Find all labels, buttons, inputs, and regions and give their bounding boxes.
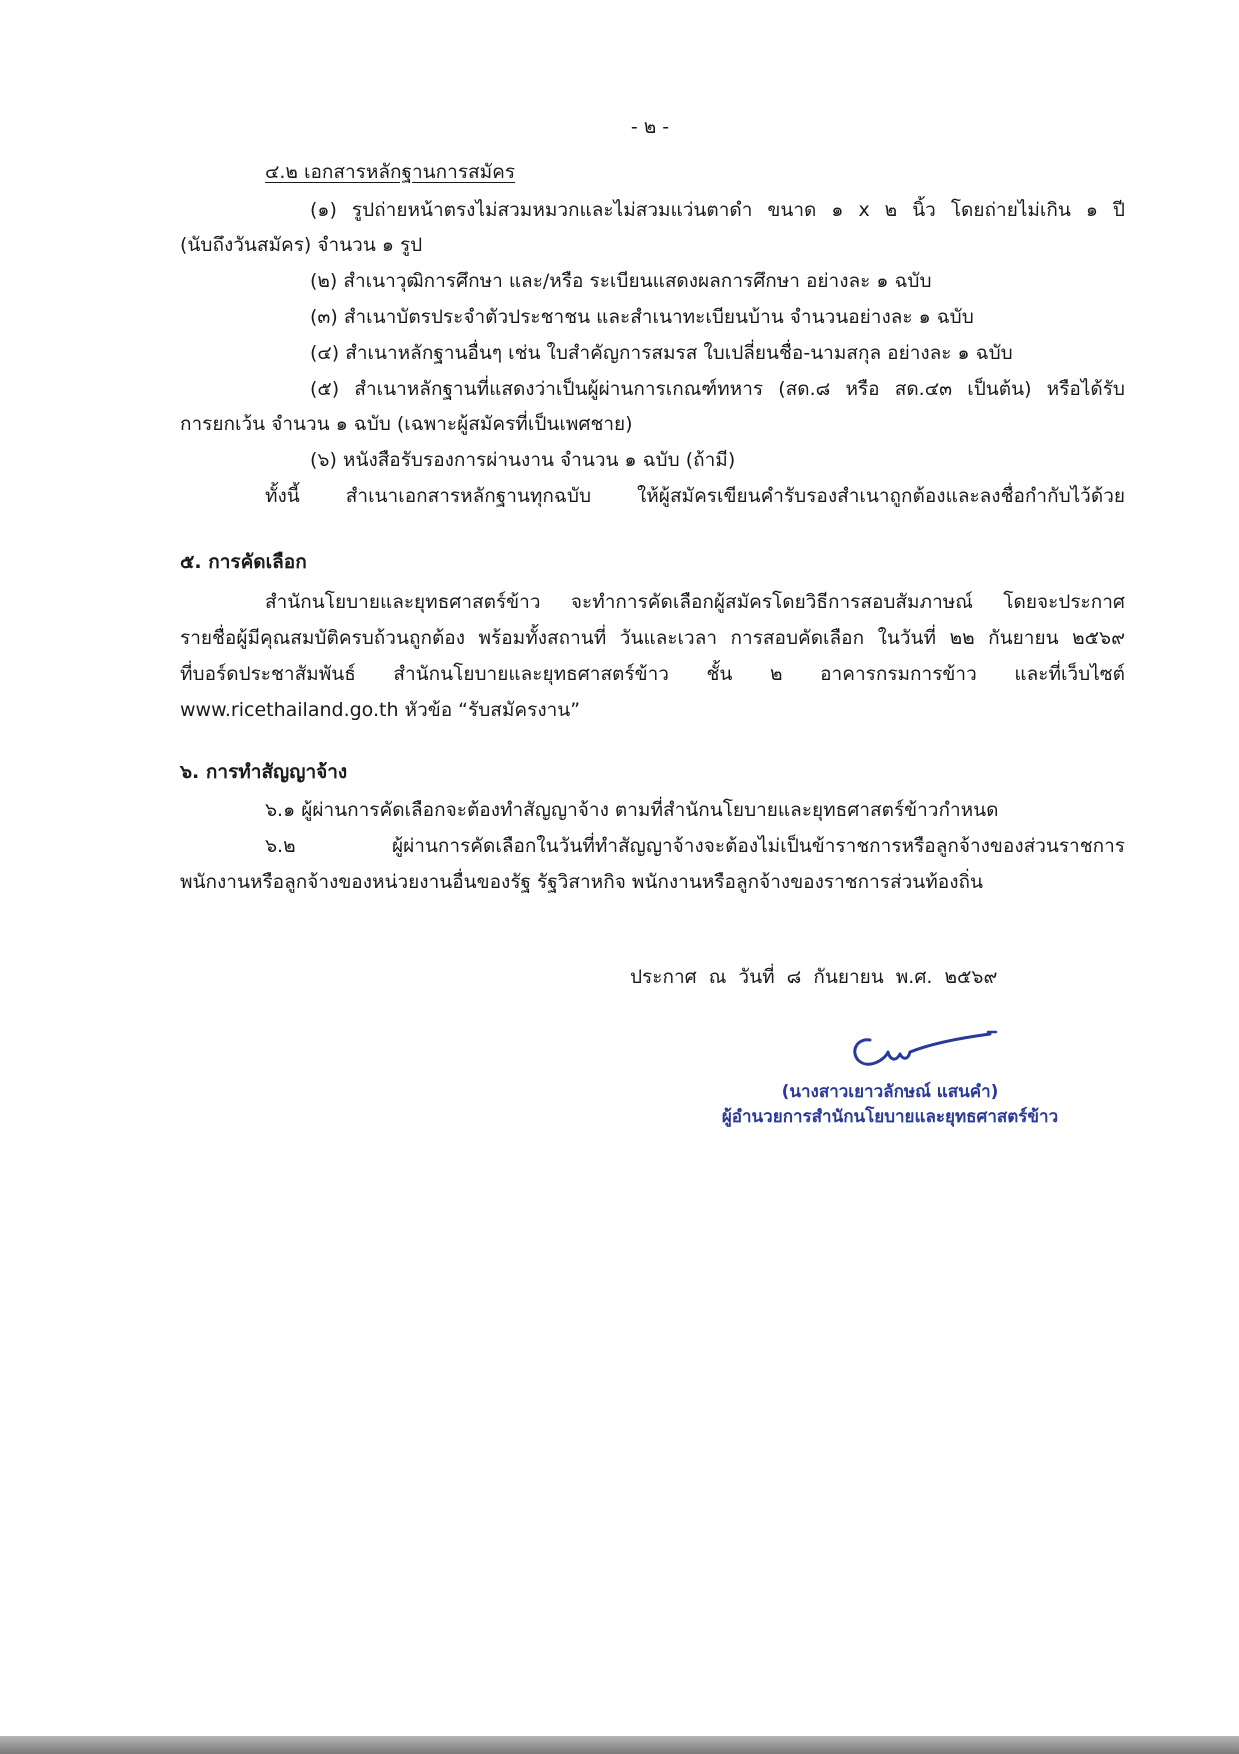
section-5-para-line-3: ที่บอร์ดประชาสัมพันธ์ สำนักนโยบายและยุทธศาสตร์ข้าว ชั้น ๒ อาคารกรมการข้าว และที่เว็บไซต์ — [180, 663, 1125, 685]
section-4-2-note: ทั้งนี้ สำเนาเอกสารหลักฐานทุกฉบับ ให้ผู้สมัครเขียนคำรับรองสำเนาถูกต้องและลงชื่อกำกับไว้ด้วย — [265, 485, 1125, 507]
signature-block — [720, 1080, 1060, 1129]
signatory-title: ผู้อำนวยการสำนักนโยบายและยุทธศาสตร์ข้าว — [721, 1106, 1059, 1127]
section-4-2-item-5-line-1: (๕) สำเนาหลักฐานที่แสดงว่าเป็นผู้ผ่านการเกณฑ์ทหาร (สด.๘ หรือ สด.๔๓ เป็นต้น) หรือได้รับ — [310, 378, 1125, 400]
section-4-2-heading: ๔.๒ เอกสารหลักฐานการสมัคร — [265, 161, 516, 183]
section-4-2-item-4: (๔) สำเนาหลักฐานอื่นๆ เช่น ใบสำคัญการสมรส ใบเปลี่ยนชื่อ-นามสกุล อย่างละ ๑ ฉบับ — [310, 342, 1013, 364]
section-6-item-2-line-1: ๖.๒ ผู้ผ่านการคัดเลือกในวันที่ทำสัญญาจ้างจะต้องไม่เป็นข้าราชการหรือลูกจ้างของส่วนราชการ — [265, 835, 1125, 857]
section-4-2-item-5-line-2: การยกเว้น จำนวน ๑ ฉบับ (เฉพาะผู้สมัครที่เป็นเพศชาย) — [180, 413, 633, 435]
signatory-name: (นางสาวเยาวลักษณ์ แสนคำ) — [781, 1082, 999, 1102]
section-5-para-line-1: สำนักนโยบายและยุทธศาสตร์ข้าว จะทำการคัดเลือกผู้สมัครโดยวิธีการสอบสัมภาษณ์ โดยจะประกาศ — [265, 591, 1125, 613]
section-6-item-2-line-2: พนักงานหรือลูกจ้างของหน่วยงานอื่นของรัฐ รัฐวิสาหกิจ พนักงานหรือลูกจ้างของราชการส่วนท้องถิ่น — [180, 871, 983, 893]
section-5-para-line-2: รายชื่อผู้มีคุณสมบัติครบถ้วนถูกต้อง พร้อมทั้งสถานที่ วันและเวลา การสอบคัดเลือก ในวันที่ ๒๒ กันยายน ๒๕๖๙ — [180, 627, 1125, 649]
section-4-2-item-2: (๒) สำเนาวุฒิการศึกษา และ/หรือ ระเบียนแสดงผลการศึกษา อย่างละ ๑ ฉบับ — [310, 270, 932, 292]
section-4-2-item-3: (๓) สำเนาบัตรประจำตัวประชาชน และสำเนาทะเบียนบ้าน จำนวนอย่างละ ๑ ฉบับ — [310, 306, 974, 328]
section-4-2-item-1-line-1: (๑) รูปถ่ายหน้าตรงไม่สวมหมวกและไม่สวมแว่นตาดำ ขนาด ๑ x ๒ นิ้ว โดยถ่ายไม่เกิน ๑ ปี — [310, 199, 1125, 221]
page-number: - ๒ - — [630, 116, 670, 138]
section-4-2-item-6: (๖) หนังสือรับรองการผ่านงาน จำนวน ๑ ฉบับ (ถ้ามี) — [310, 449, 736, 471]
section-5-heading: ๕. การคัดเลือก — [180, 551, 307, 573]
section-4-2-item-1-line-2: (นับถึงวันสมัคร) จำนวน ๑ รูป — [180, 234, 423, 256]
section-5-para-line-4 — [180, 698, 580, 723]
announcement-date: ประกาศ ณ วันที่ ๘ กันยายน พ.ศ. ๒๕๖๙ — [630, 966, 998, 988]
section-5-para-line-4-rest: หัวข้อ “รับสมัครงาน” — [398, 699, 581, 721]
section-6-item-1: ๖.๑ ผู้ผ่านการคัดเลือกจะต้องทำสัญญาจ้าง ตามที่สำนักนโยบายและยุทธศาสตร์ข้าวกำหนด — [265, 799, 999, 821]
scan-bottom-edge — [0, 1736, 1239, 1754]
ricethailand-website-link[interactable]: www.ricethailand.go.th — [180, 699, 399, 721]
section-6-heading: ๖. การทำสัญญาจ้าง — [180, 761, 348, 783]
handwritten-signature — [840, 1010, 1010, 1080]
